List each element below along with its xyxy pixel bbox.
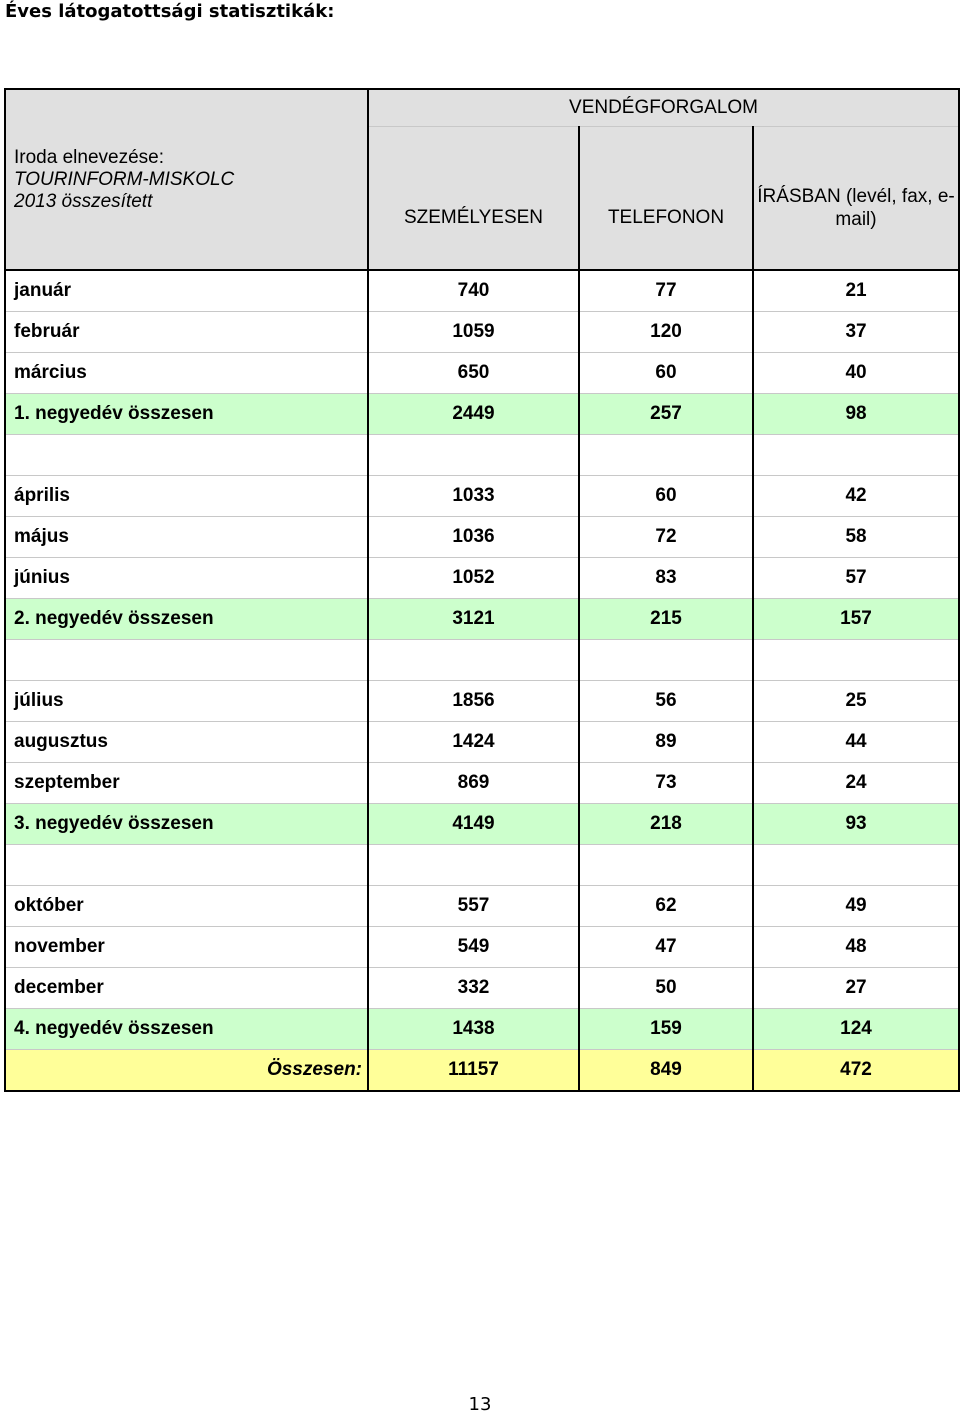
- phone-value: 159: [579, 1009, 753, 1050]
- month-row: [5, 763, 959, 804]
- personal-value: 1438: [368, 1009, 579, 1050]
- phone-value: 120: [579, 312, 753, 353]
- personal-value: 650: [368, 353, 579, 394]
- visitor-statistics-table: [4, 88, 960, 1092]
- month-row: [5, 681, 959, 722]
- quarter-total-row: [5, 394, 959, 435]
- month-row: [5, 968, 959, 1009]
- phone-value: 72: [579, 517, 753, 558]
- phone-value: 56: [579, 681, 753, 722]
- phone-value: 257: [579, 394, 753, 435]
- quarter-total-row: [5, 599, 959, 640]
- phone-value: 218: [579, 804, 753, 845]
- row-label: február: [5, 312, 368, 353]
- phone-value: 47: [579, 927, 753, 968]
- empty-cell: [753, 640, 959, 681]
- personal-value: 332: [368, 968, 579, 1009]
- office-period: 2013 összesített: [14, 190, 153, 212]
- separator-row: [5, 435, 959, 476]
- month-row: [5, 558, 959, 599]
- personal-value: 1424: [368, 722, 579, 763]
- written-value: 98: [753, 394, 959, 435]
- month-row: [5, 353, 959, 394]
- grand-total-row: [5, 1050, 959, 1092]
- personal-value: 1059: [368, 312, 579, 353]
- header-row-group: [5, 89, 959, 127]
- personal-value: 3121: [368, 599, 579, 640]
- separator-row: [5, 640, 959, 681]
- month-row: [5, 312, 959, 353]
- personal-value: 1036: [368, 517, 579, 558]
- row-label: 4. negyedév összesen: [5, 1009, 368, 1050]
- row-label: július: [5, 681, 368, 722]
- empty-cell: [579, 435, 753, 476]
- empty-cell: [5, 640, 368, 681]
- month-row: [5, 270, 959, 312]
- written-column-header: ÍRÁSBAN (levél, fax, e-mail): [753, 127, 959, 271]
- personal-value: 4149: [368, 804, 579, 845]
- written-value: 37: [753, 312, 959, 353]
- phone-value: 89: [579, 722, 753, 763]
- page-heading: Éves látogatottsági statisztikák:: [5, 1, 335, 22]
- written-value: 27: [753, 968, 959, 1009]
- personal-value: 2449: [368, 394, 579, 435]
- row-label: március: [5, 353, 368, 394]
- written-value: 42: [753, 476, 959, 517]
- written-value: 44: [753, 722, 959, 763]
- month-row: [5, 927, 959, 968]
- grand-total-personal: 11157: [368, 1050, 579, 1092]
- row-label: június: [5, 558, 368, 599]
- phone-value: 73: [579, 763, 753, 804]
- empty-cell: [368, 845, 579, 886]
- written-value: 57: [753, 558, 959, 599]
- written-value: 58: [753, 517, 959, 558]
- month-row: [5, 886, 959, 927]
- office-name-header: [5, 89, 368, 270]
- phone-value: 215: [579, 599, 753, 640]
- phone-value: 62: [579, 886, 753, 927]
- personal-column-header: SZEMÉLYESEN: [368, 127, 579, 271]
- grand-total-written: 472: [753, 1050, 959, 1092]
- empty-cell: [579, 845, 753, 886]
- grand-total-label: Összesen:: [5, 1050, 368, 1092]
- month-row: [5, 722, 959, 763]
- personal-value: 557: [368, 886, 579, 927]
- row-label: május: [5, 517, 368, 558]
- separator-row: [5, 845, 959, 886]
- empty-cell: [5, 435, 368, 476]
- month-row: [5, 476, 959, 517]
- empty-cell: [368, 435, 579, 476]
- written-value: 157: [753, 599, 959, 640]
- written-value: 24: [753, 763, 959, 804]
- row-label: szeptember: [5, 763, 368, 804]
- personal-value: 1052: [368, 558, 579, 599]
- office-label: Iroda elnevezése:: [14, 146, 164, 168]
- written-value: 21: [753, 270, 959, 312]
- page-number: 13: [468, 1394, 492, 1415]
- written-value: 25: [753, 681, 959, 722]
- row-label: december: [5, 968, 368, 1009]
- personal-value: 1033: [368, 476, 579, 517]
- phone-value: 77: [579, 270, 753, 312]
- personal-value: 869: [368, 763, 579, 804]
- written-value: 93: [753, 804, 959, 845]
- row-label: október: [5, 886, 368, 927]
- row-label: augusztus: [5, 722, 368, 763]
- written-value: 48: [753, 927, 959, 968]
- empty-cell: [368, 640, 579, 681]
- row-label: 2. negyedév összesen: [5, 599, 368, 640]
- phone-value: 83: [579, 558, 753, 599]
- table-body: [5, 270, 959, 1050]
- phone-value: 50: [579, 968, 753, 1009]
- month-row: [5, 517, 959, 558]
- row-label: 3. negyedév összesen: [5, 804, 368, 845]
- empty-cell: [753, 845, 959, 886]
- written-value: 40: [753, 353, 959, 394]
- quarter-total-row: [5, 804, 959, 845]
- guest-traffic-header: VENDÉGFORGALOM: [368, 89, 959, 127]
- quarter-total-row: [5, 1009, 959, 1050]
- personal-value: 740: [368, 270, 579, 312]
- phone-column-header: TELEFONON: [579, 127, 753, 271]
- personal-value: 1856: [368, 681, 579, 722]
- empty-cell: [579, 640, 753, 681]
- grand-total-phone: 849: [579, 1050, 753, 1092]
- written-value: 49: [753, 886, 959, 927]
- personal-value: 549: [368, 927, 579, 968]
- phone-value: 60: [579, 353, 753, 394]
- row-label: 1. negyedév összesen: [5, 394, 368, 435]
- phone-value: 60: [579, 476, 753, 517]
- row-label: január: [5, 270, 368, 312]
- office-name: TOURINFORM-MISKOLC: [14, 168, 235, 190]
- written-value: 124: [753, 1009, 959, 1050]
- empty-cell: [5, 845, 368, 886]
- empty-cell: [753, 435, 959, 476]
- row-label: április: [5, 476, 368, 517]
- row-label: november: [5, 927, 368, 968]
